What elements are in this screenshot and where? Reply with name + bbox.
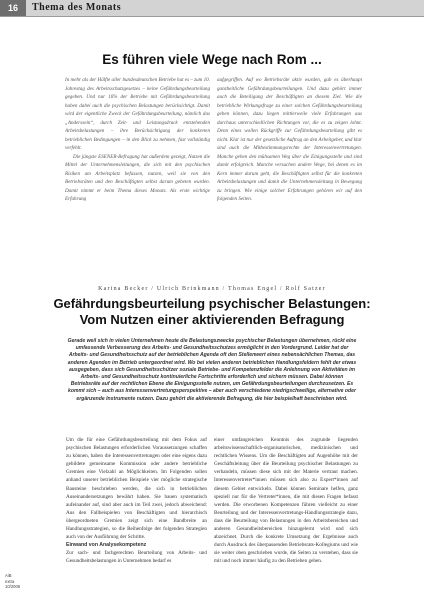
- footer-publication: [5, 573, 35, 590]
- main-title-line-1: Gefährdungsbeurteilung psychischer Belastungen:: [53, 296, 371, 311]
- main-title-line-2: Vom Nutzen einer aktivierenden Befragung: [79, 312, 345, 327]
- body-left-paragraph-2: Zur sach- und fachgerechten Beurteilung von Arbeits- und Gesundheitsbelastungen in Unternehmen bedarf es: [66, 550, 207, 565]
- header-bar: [0, 0, 424, 17]
- footer-line-1: AiB: [5, 573, 12, 578]
- body-left-column: [66, 436, 207, 588]
- top-left-paragraph: In mehr als der Hälfte aller bundesdeutschen Betriebe hat es – zum 10. Jahrestag des Arbeitsschutzgesetzes – keine Gefährdungsbeurteilung gegeben. Und nur 16% der Betriebe mit Gefährdungsbeurteilung haben dabei auch die psychischen Belastungen berücksichtigt. Damit wird der eigentliche Zweck der Gefährdungsbeurteilung, nämlich das „Anderssein“, durch Zeit- und Leistungsdruck entstehenden Arbeitsbelastungen – ihre Berücksichtigung der konkreten betrieblichen Bedingungen – in den Blick zu nehmen, fast vollständig verfehlt.: [65, 77, 210, 151]
- body-subhead: Einwand von Analysekompetenz: [66, 542, 147, 549]
- page-number: 16: [0, 0, 26, 16]
- body-left-paragraph: Um die für eine Gefährdungsbeurteilung mit dem Fokus auf psychischen Belastungen erforderlichen Voraussetzungen schaffen zu können, haben die Interessenvertretungen oder eine eigens dazu gebildete gemeinsame Kommission oder andere betriebliche Gremien eine Vielzahl an Möglichkeiten. Im Folgenden sollen anhand unserer betrieblichen Beispiele vier mögliche strategische Bausteine beschrieben werden, die sich in betrieblichen Auseinandersetzungen bewährt haben. Sie bauen systematisch aufeinander auf, sind aber auch im Teil zwei, jedoch abweichend: Aus den Fallbeispielen von Beschäftigten und hierarchisch übergeordneten Gremien zeigt sich eine Bandbreite an Handlungsstrategien, so die Reihenfolge der folgenden Strategien auch von der Ausführung der Schritte.: [66, 437, 207, 541]
- article-authors: Karina Becker / Ulrich Brinkmann / Thomas Engel / Rolf Satzer: [98, 286, 326, 292]
- body-right-column: [214, 436, 358, 588]
- section-title: Thema des Monats: [32, 2, 122, 13]
- article-lead: Gerade weil sich in vielen Unternehmen heute die Belastungszwecke psychischer Belastungen übernehmen, rückt eine umfassende Verbesserung des Arbeits- und Gesundheitsschutzes ermöglicht in den Vordergrund. Leider hat der Arbeits- und Gesundheitsschutz auf der betrieblichen Agenda oft den Stellenwert eines nebensächlichen Themas, das anderen Agenden im Betrieb untergeordnet wird. Wo bei vielen anderen betrieblichen Handlungsfeldern fehlt der etwas ausgegeben, dass sich Gesundheitsschützer soziale Betriebe- und Kompetenzfelder die Anlehnung von Aktivitäten im Arbeits- und Gesundheitsschutz kontinuierliche Fortschritte erforderlich und sichern müssen. Dabei können Betriebsräte auf der rechtlichen Ebene die Einigungsstelle nutzen, um Gefährdungsbeurteilungen durchzusetzen. Es kommt sich – auch aus Interessenvertretungsperspektive – aber auch verschiedene niedrigschwellige, alternative oder ergänzende Instrumente nutzen. Dazu gehört die aktivierende Befragung, die hier beispielhaft beschrieben wird.: [67, 338, 357, 402]
- footer-issue: 10/2006: [5, 584, 21, 589]
- top-article-left-column: [65, 76, 210, 271]
- top-article-right-column: [217, 76, 362, 271]
- top-left-paragraph: Die jüngste ESENER-Befragung hat außerdem gezeigt, Nutzen die Mittel der Unternehmensleitungen, die sich mit den psychischen Risiken am Arbeitsplatz befassen, nutzen, weil sie von den Betriebsräten und den Beschäftigten selbst darum gebeten wurden. Damit nimmt er beim Thema dieses Monats. Als erste wichtige Erfahrung: [65, 153, 210, 202]
- main-article-title: [0, 296, 424, 328]
- top-article-title: Es führen viele Wege nach Rom ...: [102, 52, 322, 67]
- footer-line-2: extra: [5, 578, 15, 584]
- body-right-paragraph: einer umfangreichen Kenntnis des zugrunde liegenden arbeitswissenschaftlich-organisatorischen, medizinischen und rechtlichen Wissens. Um die Beschäftigten auf Augenhöhe mit der Geschäftsleitung über die Beurteilung psychischer Belastungen zu verhandeln, müssen diese sich mit der Materie vertraut machen. Interessenvertreter*innen müssen sich also zu Expert*innen auf diesem Gebiet entwickeln. Dabei können Seminare helfen, ganz speziell nur für die Vertreter*innen, die mit diesen Fragen befasst werden. Die erworbenen Kompetenzen führen vielleicht zu einer Beurteilung und der Interessenvertretungs-Handlungsstrategie dazu, dass die Beurteilung von Belastungen in den Arbeitsbereichen und anderen Gesundheitsbereichen hinzugelernt wird und sich abzeichnet. Durch die konkrete Umsetzung der Ergebnisse auch durch Ausdruck des überpassenden Betriebsrats-Kollegiums und wie sie weiter oben geschrieben wurde, die Seiten zu verstehen, dass sie mit und noch immer häufig zu den Betrieben gehen.: [214, 437, 358, 565]
- top-right-paragraph: aufgegriffen. Auf wo Betriebsräte aktiv wurden, gab es überhaupt ganzheitliche Gefährdungsbeurteilungen. Und dazu gehört immer auch die Beteiligung der Beschäftigten an diesem Ziel. Wie die betriebliche Wirkungsfrage zu einer solchen Gefährdungsbeurteilung geben können, dazu liegen mittlerweile viele Erfahrungen aus durchaus unterschiedlichen Richtungen vor, die es zu zeigen lohnt. Denn eines wollen Rückgriffe zur Gefährdungsbeurteilung gibt es nicht. Klar ist nur der gesetzliche Auftrag an den Arbeitgeber, und klar sind auch die Mitbestimmungsrechte der Interessenvertretungen. Manche gehen den mühsamen Weg über die Einigungsstelle und sind damit erfolgreich. Manche versuchen andere Wege, bei denen es im Kern immer darum geht, die Beschäftigten selbst für die konkreten Arbeitsbelastungen und damit die Unternehmensleitung in Bewegung zu bringen. Wie einige solcher Erfahrungen gehören wir auf den folgenden Seiten.: [217, 77, 362, 202]
